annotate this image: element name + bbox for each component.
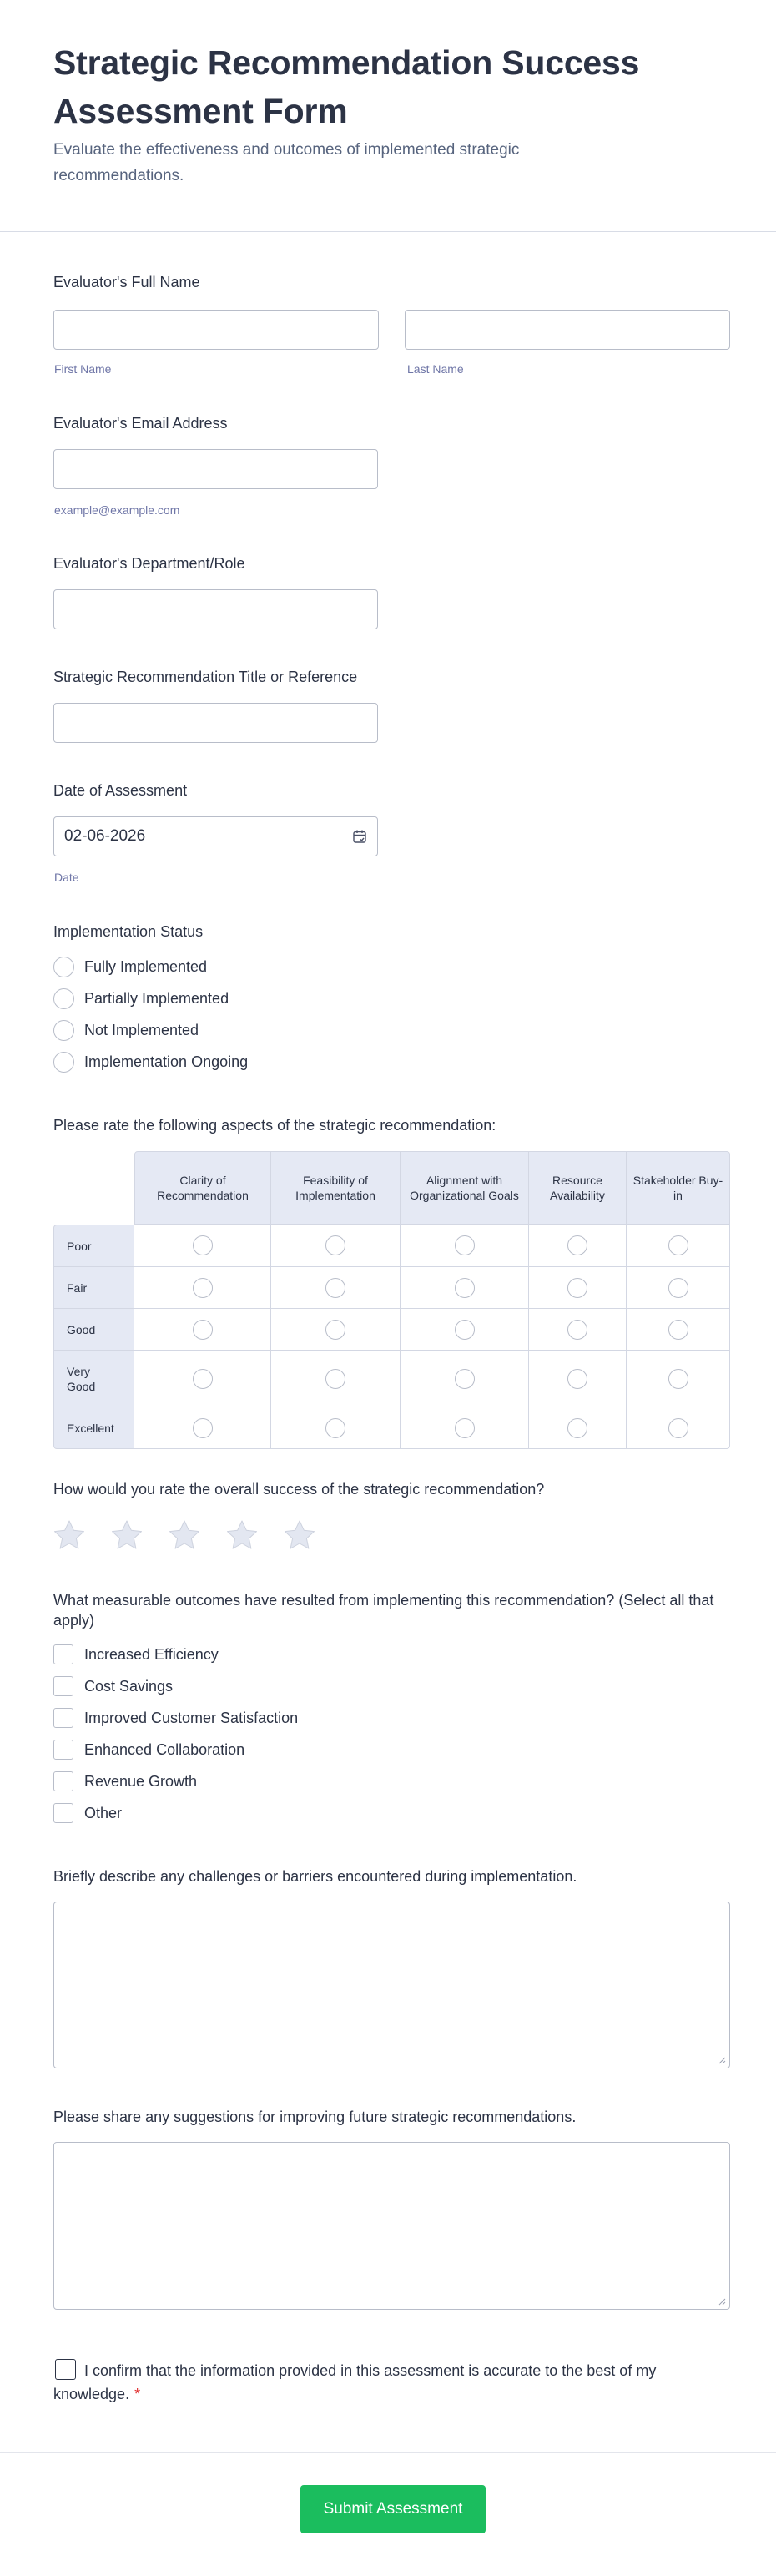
matrix-cell bbox=[134, 1267, 271, 1309]
date-input[interactable] bbox=[53, 816, 378, 856]
form-title: Strategic Recommendation Success Assessment Form bbox=[53, 43, 640, 130]
matrix-cell bbox=[134, 1225, 271, 1267]
matrix-cell bbox=[529, 1309, 627, 1351]
matrix-cell bbox=[529, 1351, 627, 1407]
matrix-cell bbox=[271, 1407, 401, 1449]
matrix-cell bbox=[271, 1225, 401, 1267]
matrix-radio-button[interactable] bbox=[325, 1235, 345, 1255]
matrix-radio-button[interactable] bbox=[668, 1418, 688, 1438]
date-value: 02-06-2026 bbox=[64, 827, 146, 845]
matrix-cell bbox=[401, 1309, 529, 1351]
required-asterisk: * bbox=[134, 2386, 141, 2402]
matrix-row-label: Fair bbox=[53, 1267, 134, 1309]
matrix-row-label: Excellent bbox=[53, 1407, 134, 1449]
matrix-cell bbox=[529, 1407, 627, 1449]
date-label: Date of Assessment bbox=[53, 782, 188, 799]
star-icon[interactable] bbox=[283, 1519, 316, 1551]
radio-button[interactable] bbox=[53, 957, 74, 977]
confirmation-checkbox[interactable] bbox=[55, 2359, 76, 2380]
status-option-label: Not Implemented bbox=[84, 1021, 199, 1038]
form-header bbox=[0, 0, 776, 232]
outcome-option-label: Improved Customer Satisfaction bbox=[84, 1709, 299, 1726]
outcome-option[interactable] bbox=[53, 1702, 298, 1734]
submit-button[interactable]: Submit Assessment bbox=[300, 2485, 486, 2533]
suggestions-textarea[interactable] bbox=[53, 2142, 730, 2310]
matrix-cell bbox=[529, 1225, 627, 1267]
matrix-radio-button[interactable] bbox=[668, 1235, 688, 1255]
star-icon[interactable] bbox=[110, 1519, 144, 1551]
radio-button[interactable] bbox=[53, 988, 74, 1009]
matrix-radio-button[interactable] bbox=[668, 1278, 688, 1298]
confirmation bbox=[53, 2359, 671, 2406]
first-name-sublabel: First Name bbox=[54, 362, 112, 376]
star-icon[interactable] bbox=[168, 1519, 201, 1551]
challenges-label: Briefly describe any challenges or barriers encountered during implementation. bbox=[53, 1868, 577, 1885]
calendar-icon[interactable] bbox=[352, 829, 367, 844]
form-subtitle: Evaluate the effectiveness and outcomes of implemented strategic recommendations. bbox=[53, 141, 520, 184]
resize-handle-icon[interactable] bbox=[718, 2056, 726, 2064]
matrix-row-label: Very Good bbox=[53, 1351, 134, 1407]
matrix-radio-button[interactable] bbox=[567, 1369, 587, 1389]
matrix-radio-button[interactable] bbox=[455, 1418, 475, 1438]
outcome-option[interactable] bbox=[53, 1639, 298, 1670]
matrix-radio-button[interactable] bbox=[325, 1369, 345, 1389]
email-input[interactable] bbox=[53, 449, 378, 489]
star-icon[interactable] bbox=[225, 1519, 259, 1551]
status-option-label: Partially Implemented bbox=[84, 989, 229, 1007]
outcome-option[interactable] bbox=[53, 1734, 298, 1765]
matrix-radio-button[interactable] bbox=[193, 1418, 213, 1438]
status-option[interactable] bbox=[53, 982, 248, 1014]
matrix-column-header: Alignment with Organizational Goals bbox=[401, 1151, 529, 1225]
checkbox[interactable] bbox=[53, 1708, 73, 1728]
checkbox[interactable] bbox=[53, 1740, 73, 1760]
matrix-cell bbox=[627, 1407, 730, 1449]
recommendation-title-label: Strategic Recommendation Title or Reference bbox=[53, 669, 358, 685]
matrix-radio-button[interactable] bbox=[193, 1278, 213, 1298]
star-icon[interactable] bbox=[53, 1519, 86, 1551]
matrix-row-label: Good bbox=[53, 1309, 134, 1351]
matrix-radio-button[interactable] bbox=[193, 1235, 213, 1255]
matrix-grid bbox=[53, 1151, 730, 1449]
outcome-option[interactable] bbox=[53, 1765, 298, 1797]
last-name-sublabel: Last Name bbox=[407, 362, 464, 376]
matrix-cell bbox=[401, 1225, 529, 1267]
challenges-textarea[interactable] bbox=[53, 1902, 730, 2068]
matrix-radio-button[interactable] bbox=[567, 1235, 587, 1255]
matrix-radio-button[interactable] bbox=[325, 1418, 345, 1438]
matrix-row-label: Poor bbox=[53, 1225, 134, 1267]
matrix-cell bbox=[401, 1267, 529, 1309]
matrix-label: Please rate the following aspects of the strategic recommendation: bbox=[53, 1117, 496, 1134]
matrix-cell bbox=[271, 1267, 401, 1309]
status-option-label: Implementation Ongoing bbox=[84, 1053, 249, 1070]
matrix-radio-button[interactable] bbox=[193, 1369, 213, 1389]
checkbox[interactable] bbox=[53, 1644, 73, 1664]
outcomes-options bbox=[53, 1639, 298, 1829]
matrix-cell bbox=[271, 1351, 401, 1407]
matrix-cell bbox=[529, 1267, 627, 1309]
matrix-radio-button[interactable] bbox=[455, 1369, 475, 1389]
department-input[interactable] bbox=[53, 589, 378, 629]
checkbox[interactable] bbox=[53, 1676, 73, 1696]
matrix-radio-button[interactable] bbox=[193, 1320, 213, 1340]
checkbox[interactable] bbox=[53, 1771, 73, 1791]
last-name-input[interactable] bbox=[405, 310, 730, 350]
matrix-cell bbox=[401, 1407, 529, 1449]
full-name-label: Evaluator's Full Name bbox=[53, 274, 200, 290]
star-rating bbox=[53, 1519, 340, 1551]
resize-handle-icon[interactable] bbox=[718, 2297, 726, 2306]
footer-divider bbox=[0, 2452, 776, 2453]
outcome-option[interactable] bbox=[53, 1670, 298, 1702]
matrix-cell bbox=[134, 1309, 271, 1351]
outcomes-label: What measurable outcomes have resulted from implementing this recommendation? (Select all that apply) bbox=[53, 1592, 714, 1629]
first-name-input[interactable] bbox=[53, 310, 379, 350]
matrix-cell bbox=[134, 1407, 271, 1449]
status-option-label: Fully Implemented bbox=[84, 957, 208, 975]
outcome-option-label: Enhanced Collaboration bbox=[84, 1740, 245, 1758]
matrix-cell bbox=[627, 1309, 730, 1351]
outcome-option-label: Cost Savings bbox=[84, 1677, 174, 1695]
email-label: Evaluator's Email Address bbox=[53, 415, 228, 432]
matrix-column-header: Clarity of Recommendation bbox=[134, 1151, 271, 1225]
matrix-radio-button[interactable] bbox=[455, 1278, 475, 1298]
outcome-option-label: Increased Efficiency bbox=[84, 1645, 219, 1663]
implementation-status-label: Implementation Status bbox=[53, 923, 204, 940]
date-sublabel: Date bbox=[54, 871, 79, 884]
status-option[interactable] bbox=[53, 951, 248, 982]
matrix-column-header: Resource Availability bbox=[529, 1151, 627, 1225]
matrix-column-header: Stakeholder Buy-in bbox=[627, 1151, 730, 1225]
matrix-radio-button[interactable] bbox=[325, 1278, 345, 1298]
checkbox[interactable] bbox=[53, 1803, 73, 1823]
overall-rating-label: How would you rate the overall success of the strategic recommendation? bbox=[53, 1481, 545, 1498]
outcome-option-label: Other bbox=[84, 1804, 123, 1821]
department-label: Evaluator's Department/Role bbox=[53, 555, 245, 572]
matrix-cell bbox=[271, 1309, 401, 1351]
outcome-option-label: Revenue Growth bbox=[84, 1772, 198, 1790]
matrix-cell bbox=[401, 1351, 529, 1407]
matrix-radio-button[interactable] bbox=[455, 1320, 475, 1340]
outcome-option[interactable] bbox=[53, 1797, 298, 1829]
rating-matrix bbox=[53, 1151, 730, 1449]
radio-button[interactable] bbox=[53, 1020, 74, 1041]
matrix-radio-button[interactable] bbox=[567, 1418, 587, 1438]
matrix-cell bbox=[134, 1351, 271, 1407]
matrix-radio-button[interactable] bbox=[567, 1278, 587, 1298]
status-option[interactable] bbox=[53, 1046, 248, 1078]
matrix-radio-button[interactable] bbox=[668, 1320, 688, 1340]
matrix-radio-button[interactable] bbox=[325, 1320, 345, 1340]
email-sublabel: example@example.com bbox=[54, 503, 180, 517]
matrix-radio-button[interactable] bbox=[455, 1235, 475, 1255]
suggestions-label: Please share any suggestions for improving future strategic recommendations. bbox=[53, 2109, 577, 2125]
radio-button[interactable] bbox=[53, 1052, 74, 1073]
matrix-column-header: Feasibility of Implementation bbox=[271, 1151, 401, 1225]
matrix-cell bbox=[627, 1267, 730, 1309]
status-option[interactable] bbox=[53, 1014, 248, 1046]
matrix-radio-button[interactable] bbox=[668, 1369, 688, 1389]
matrix-cell bbox=[627, 1225, 730, 1267]
implementation-status-options bbox=[53, 951, 248, 1078]
matrix-cell bbox=[627, 1351, 730, 1407]
confirmation-text: I confirm that the information provided in this assessment is accurate to the best of my knowledge. bbox=[53, 2362, 657, 2402]
recommendation-title-input[interactable] bbox=[53, 703, 378, 743]
matrix-radio-button[interactable] bbox=[567, 1320, 587, 1340]
